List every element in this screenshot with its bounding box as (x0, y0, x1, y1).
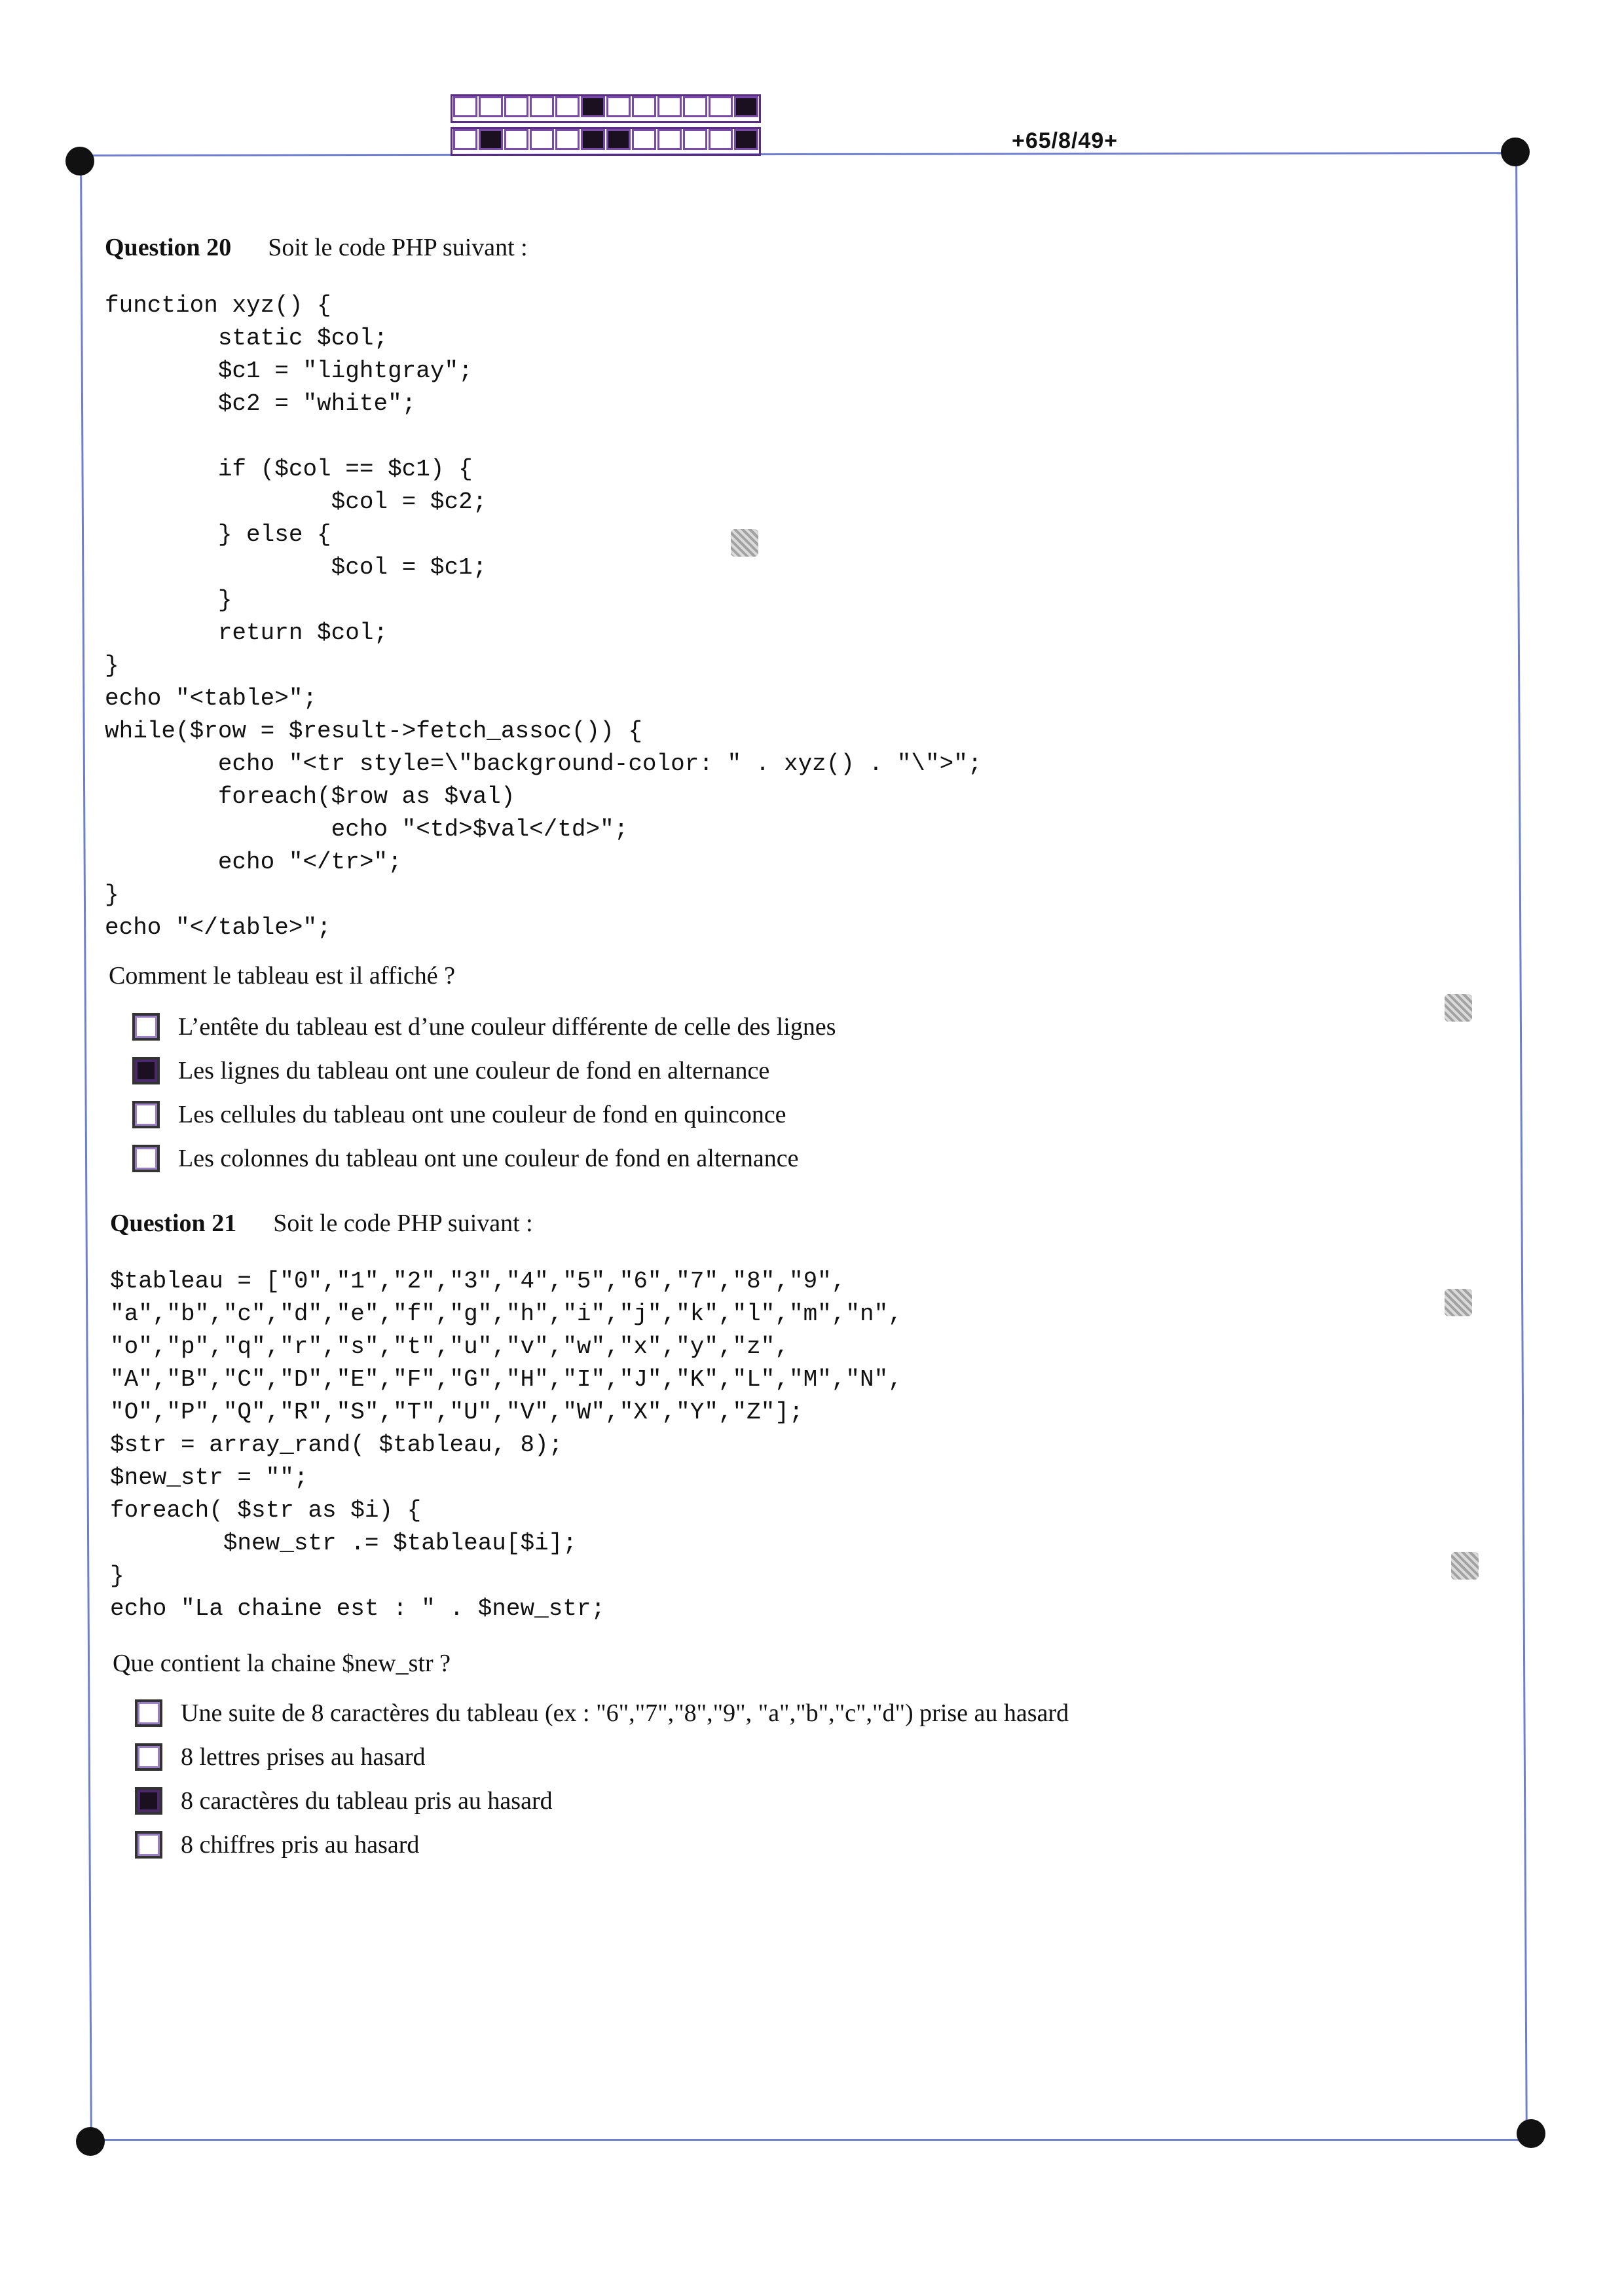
question-intro: Soit le code PHP suivant : (273, 1210, 533, 1237)
answer-checkbox[interactable] (135, 1787, 162, 1815)
id-box-cell (632, 96, 656, 117)
answer-choice[interactable] (135, 1830, 419, 1859)
frame-right (1515, 155, 1528, 2139)
answer-choice[interactable] (132, 1100, 786, 1129)
question-20-heading (105, 233, 528, 262)
id-box-cell (657, 96, 682, 117)
answer-checkbox[interactable] (132, 1145, 160, 1172)
id-box-cell (632, 129, 656, 150)
scan-mark (1445, 994, 1472, 1022)
q20-code-block: function xyz() { static $col; $c1 = "lightgray"; $c2 = "white"; if ($col == $c1) { $col = $c2; } else { $col = $c1; } return $col; } echo "<table>"; while($row = $result->fetch_assoc()) { echo "<tr style=\"background-color: " . xyz() . "\">"; foreach($row as $val) echo "<td>$val</td>"; echo "</tr>"; } echo "</table>"; (105, 292, 982, 941)
q21-prompt: Que contient la chaine $new_str ? (113, 1650, 451, 1677)
question-intro: Soit le code PHP suivant : (268, 234, 528, 261)
id-box-cell (683, 129, 707, 150)
id-box-cell (479, 129, 503, 150)
id-box-cell (504, 96, 528, 117)
id-box-cell (606, 96, 631, 117)
page-code: +65/8/49+ (1012, 128, 1118, 153)
question-21-heading (110, 1209, 533, 1238)
answer-label: L’entête du tableau est d’une couleur différente de celle des lignes (178, 1013, 836, 1041)
id-box-cell (555, 96, 580, 117)
id-box-cell (606, 129, 631, 150)
id-box-cell (734, 129, 758, 150)
id-box-cell (453, 96, 477, 117)
id-box-cell (479, 96, 503, 117)
answer-choice[interactable] (135, 1743, 426, 1771)
answer-label: Les cellules du tableau ont une couleur de fond en quinconce (178, 1101, 786, 1128)
answer-checkbox[interactable] (135, 1699, 162, 1727)
answer-choice[interactable] (135, 1787, 553, 1815)
answer-choice[interactable] (132, 1012, 836, 1041)
id-box-cell (453, 129, 477, 150)
question-number: Question 20 (105, 234, 232, 261)
id-box-cell (504, 129, 528, 150)
answer-choice[interactable] (132, 1144, 799, 1173)
frame-left (80, 155, 92, 2139)
answer-checkbox[interactable] (132, 1013, 160, 1041)
frame-bottom (90, 2139, 1531, 2141)
answer-checkbox[interactable] (135, 1831, 162, 1859)
answer-label: 8 caractères du tableau pris au hasard (181, 1787, 553, 1815)
answer-checkbox[interactable] (132, 1101, 160, 1128)
answer-checkbox[interactable] (132, 1057, 160, 1084)
corner-mark-br (1517, 2119, 1545, 2148)
corner-mark-tr (1501, 138, 1530, 166)
q21-code-block: $tableau = ["0","1","2","3","4","5","6","7","8","9", "a","b","c","d","e","f","g","h","i","j","k","l","m","n", "o","p","q","r","s","t","u","v","w","x","y","z", "A","B","C","D","E","F","G","H","I","J","K","L","M","N", "O","P","Q","R","S","T","U","V","W","X","Y","Z"]; $str = array_rand( $tableau, 8); $new_str = ""; foreach( $str as $i) { $new_str .= $tableau[$i]; } echo "La chaine est : " . $new_str; (110, 1268, 902, 1622)
answer-label: Les colonnes du tableau ont une couleur de fond en alternance (178, 1145, 799, 1172)
id-box-cell (555, 129, 580, 150)
scan-mark (1451, 1552, 1479, 1580)
id-box-cell (530, 129, 554, 150)
answer-choice[interactable] (132, 1056, 769, 1085)
answer-label: 8 chiffres pris au hasard (181, 1831, 420, 1859)
id-box-cell (734, 96, 758, 117)
id-box-row-1 (451, 94, 761, 123)
id-box-cell (709, 129, 733, 150)
id-box-cell (581, 129, 605, 150)
question-number: Question 21 (110, 1210, 237, 1237)
answer-label: 8 lettres prises au hasard (181, 1743, 426, 1771)
id-box-cell (657, 129, 682, 150)
id-box-cell (683, 96, 707, 117)
frame-top (80, 152, 1517, 157)
id-box-cell (581, 96, 605, 117)
corner-mark-bl (76, 2127, 105, 2156)
answer-checkbox[interactable] (135, 1743, 162, 1771)
id-box-row-2 (451, 127, 761, 156)
q20-prompt: Comment le tableau est il affiché ? (109, 962, 455, 990)
answer-label: Une suite de 8 caractères du tableau (ex : "6","7","8","9", "a","b","c","d") prise au hasard (181, 1699, 1069, 1727)
answer-choice[interactable] (135, 1699, 1069, 1728)
scan-mark (1445, 1289, 1472, 1316)
id-box-cell (530, 96, 554, 117)
corner-mark-tl (65, 147, 94, 176)
answer-label: Les lignes du tableau ont une couleur de fond en alternance (178, 1057, 770, 1084)
id-box-cell (709, 96, 733, 117)
